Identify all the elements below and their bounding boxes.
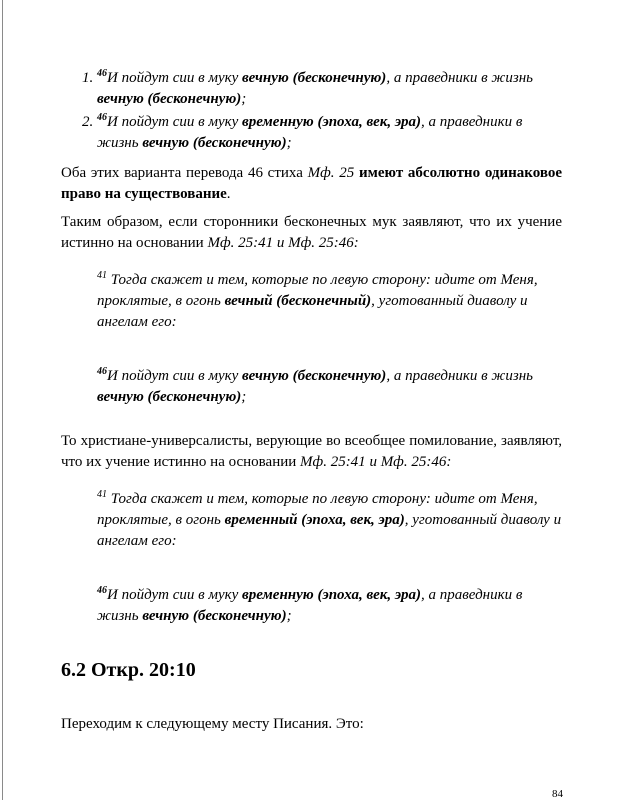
- page-left-border: [2, 0, 3, 800]
- scripture-ref: Мф. 25:41: [300, 454, 366, 470]
- text: ;: [241, 91, 247, 107]
- text: И пойдут сии в муку: [107, 368, 243, 384]
- text: .: [226, 186, 231, 202]
- bold-text: вечную (бесконечную): [142, 608, 287, 624]
- paragraph-endless-torment: [61, 212, 562, 254]
- bold-text: временную (эпоха, век, эра): [242, 114, 422, 130]
- verse-number: 41: [97, 270, 107, 281]
- quote-verse-41-alt: [61, 489, 562, 552]
- text: Тогда скажет и тем, которые по левую сторону: идите от Меня, проклятые, в огонь: [97, 491, 538, 528]
- bold-text: вечную (бесконечную): [97, 91, 242, 107]
- text: ;: [241, 389, 247, 405]
- bold-text: вечный (бесконечный): [224, 293, 372, 309]
- bold-text: имеют абсолютно одинаковое право на существование: [61, 165, 562, 202]
- list-item: [97, 68, 562, 110]
- text: Таким образом, если сторонники бесконечных мук заявляют, что их учение истинно на основании: [61, 214, 562, 251]
- quote-verse-46-alt: [61, 585, 562, 627]
- scripture-ref: Мф. 25:46: [288, 235, 354, 251]
- text: И пойдут сии в муку: [107, 70, 243, 86]
- text: , уготованный диаволу и ангелам его:: [97, 293, 528, 330]
- text: :: [353, 235, 359, 251]
- verse-number: 46: [97, 68, 107, 79]
- paragraph-universalists: [61, 431, 562, 473]
- paragraph-both-variants: [61, 163, 562, 205]
- text: , а праведники в жизнь: [97, 114, 523, 151]
- text: ;: [286, 135, 292, 151]
- document-content: [61, 68, 562, 735]
- scripture-ref: Мф. 25:46: [380, 454, 447, 470]
- bold-text: вечную (бесконечную): [242, 368, 387, 384]
- section-heading: 6.2 Откр. 20:10: [61, 659, 196, 681]
- text: ;: [286, 608, 292, 624]
- text: и: [273, 235, 289, 251]
- text: :: [446, 454, 452, 470]
- text: И пойдут сии в муку: [107, 114, 243, 130]
- quote-verse-41: [61, 270, 562, 333]
- translation-variants-list: [61, 68, 562, 154]
- bold-text: вечную (бесконечную): [242, 70, 387, 86]
- page-number: 84: [552, 788, 563, 800]
- scripture-ref: Мф. 25:41: [207, 235, 274, 251]
- text: , а праведники в жизнь: [97, 587, 523, 624]
- scripture-ref: Мф. 25: [307, 165, 355, 181]
- text: И пойдут сии в муку: [107, 587, 243, 603]
- verse-number: 46: [97, 366, 107, 377]
- bold-text: вечную (бесконечную): [97, 389, 242, 405]
- text: То христиане-универсалисты, верующие во всеобщее помилование, заявляют, что их учение истинно на основании: [61, 433, 562, 470]
- verse-number: 46: [97, 585, 107, 596]
- bold-text: временную (эпоха, век, эра): [242, 587, 422, 603]
- text: и: [365, 454, 381, 470]
- text: Оба этих варианта перевода 46 стиха: [61, 165, 308, 181]
- verse-number: 46: [97, 112, 107, 123]
- text: , а праведники в жизнь: [386, 70, 533, 86]
- verse-number: 41: [97, 489, 107, 500]
- bold-text: вечную (бесконечную): [142, 135, 287, 151]
- bold-text: временный (эпоха, век, эра): [224, 512, 405, 528]
- text: , а праведники в жизнь: [386, 368, 533, 384]
- text: Тогда скажет и тем, которые по левую сторону: идите от Меня, проклятые, в огонь: [97, 272, 538, 309]
- quote-verse-46: [61, 366, 562, 408]
- paragraph-next-passage: Переходим к следующему месту Писания. Это:: [61, 716, 364, 732]
- text: , уготованный диаволу и ангелам его:: [97, 512, 562, 549]
- list-item: [97, 112, 562, 154]
